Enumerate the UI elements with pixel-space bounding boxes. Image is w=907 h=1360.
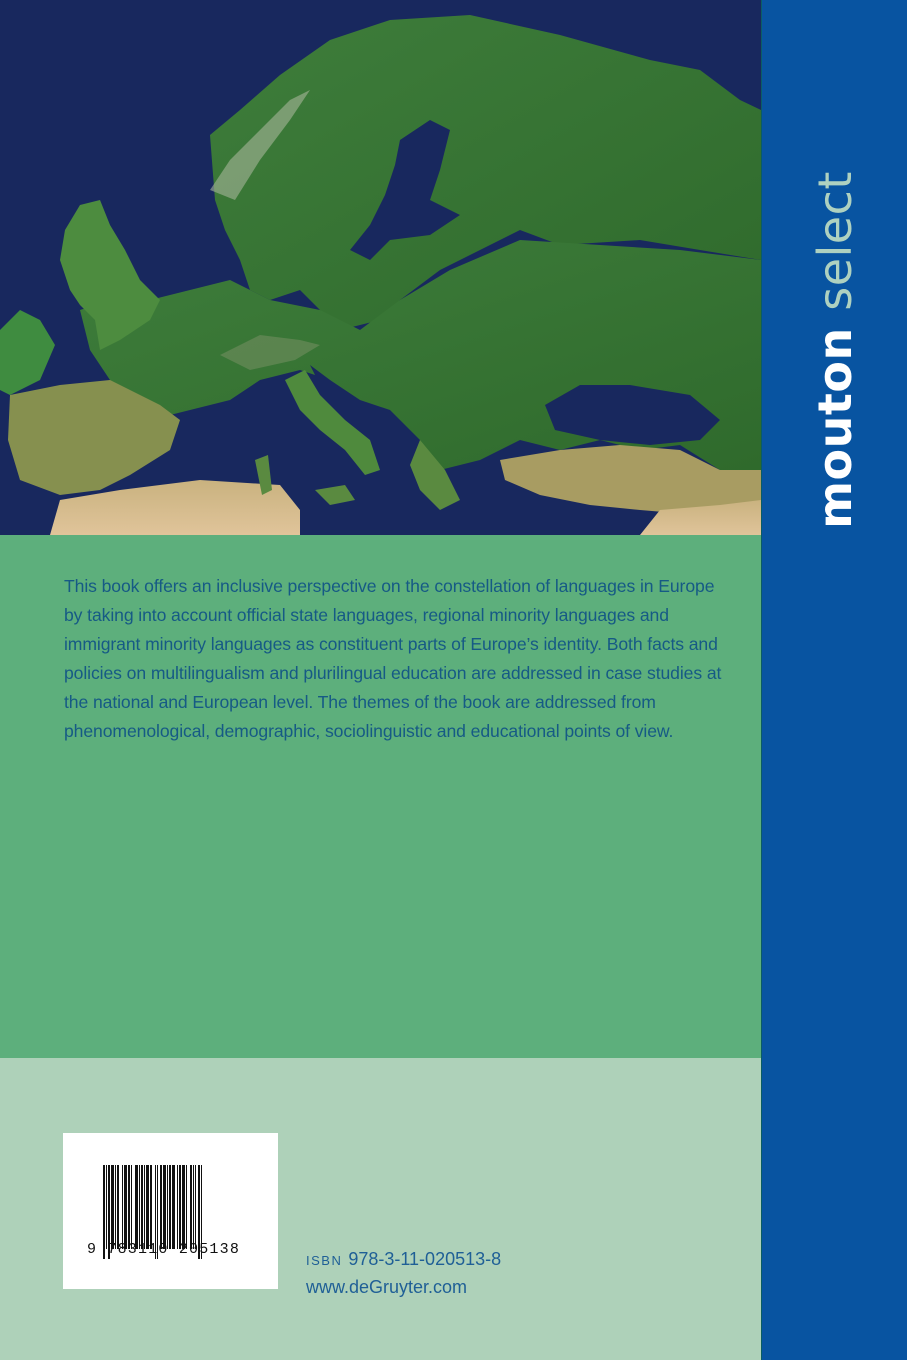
isbn-value: 978-3-11-020513-8	[348, 1249, 502, 1269]
series-title-word-mouton: mouton	[808, 327, 862, 529]
series-title-word-select: select	[808, 171, 862, 311]
barcode-number: 9 783110 205138	[87, 1241, 241, 1258]
publisher-website[interactable]: www.deGruyter.com	[306, 1277, 468, 1297]
spine-band	[761, 0, 907, 1360]
europe-map-graphic	[0, 0, 761, 535]
book-description: This book offers an inclusive perspective on the constellation of languages in Europe by taking into account official state languages, regional minority languages and immigrant minority languages as constituent parts of Europe’s identity. Both facts and policies on multilingualism and plurilingual education are addressed in case studies at the national and European level. The themes of the book are addressed from phenomenological, demographic, sociolinguistic and educational points of view.	[64, 576, 722, 741]
series-title	[808, 171, 862, 529]
barcode	[63, 1133, 278, 1289]
description-panel	[0, 535, 761, 1058]
lower-panel	[0, 1058, 761, 1360]
europe-satellite-image	[0, 0, 761, 535]
isbn	[306, 1245, 501, 1275]
isbn-label: ISBN	[306, 1253, 343, 1268]
